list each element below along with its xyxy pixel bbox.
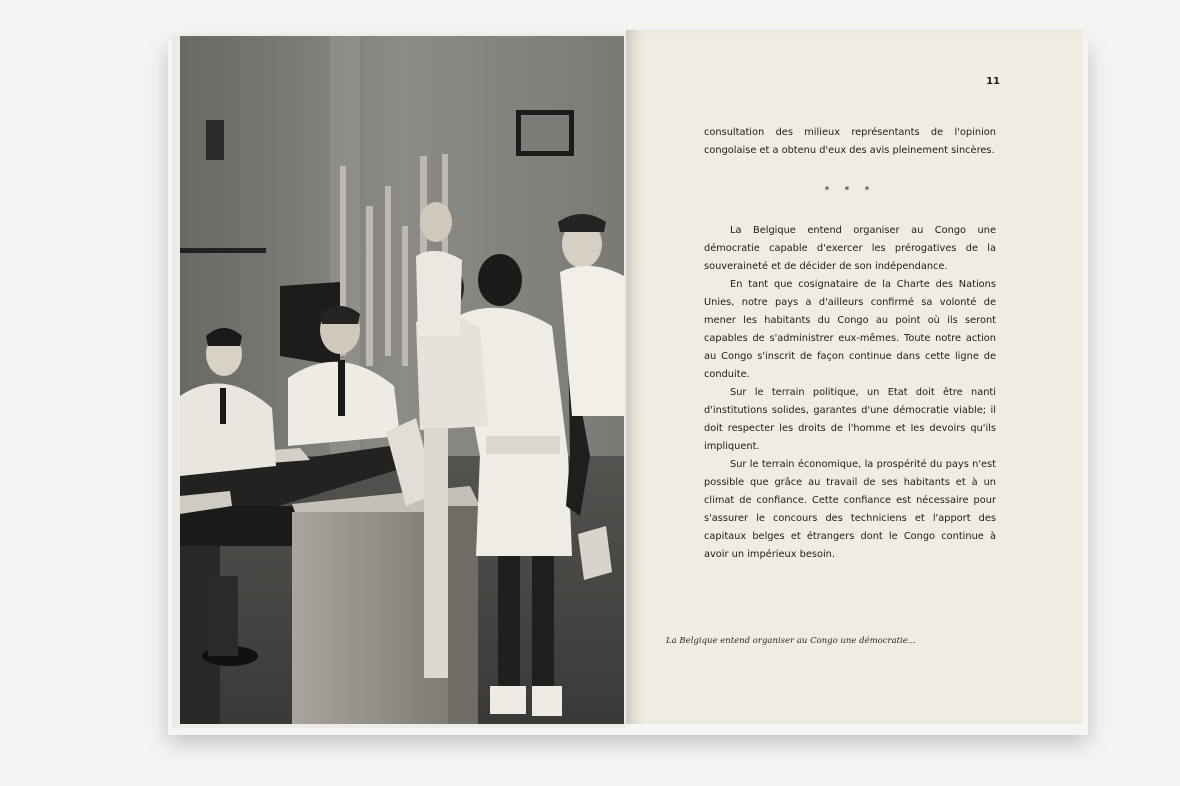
page-number: 11 (986, 76, 1000, 87)
right-page (626, 30, 1082, 724)
voting-photograph (180, 36, 624, 724)
photo-illustration (180, 36, 624, 724)
paragraph-1: consultation des milieux représentants de l'opinion congolaise et a obtenu d'eux des avis pleinement sincères. (704, 127, 996, 156)
body-text (704, 124, 996, 564)
paragraph-4: Sur le terrain politique, un Etat doit être nanti d'institutions solides, garantes d'une démocratie viable; il doit respecter les droits de l'homme et les devoirs qu'ils impliquent. (704, 387, 996, 452)
photo-caption: La Belgique entend organiser au Congo une démocratie... (666, 636, 916, 646)
section-separator: * * * (824, 185, 876, 196)
paragraph-5: Sur le terrain économique, la prospérité du pays n'est possible que grâce au travail de ses habitants et à un climat de confiance. Cette confiance est nécessaire pour s'assurer le concours des techniciens et l'apport des capitaux belges et étrangers dont le Congo continue à avoir un impérieux besoin. (704, 459, 996, 560)
paragraph-3: En tant que cosignataire de la Charte des Nations Unies, notre pays a d'ailleurs confirmé sa volonté de mener les habitants du Congo au point où ils seront capables de s'administrer eux-mêmes. Toute notre action au Congo s'inscrit de façon continue dans cette ligne de conduite. (704, 279, 996, 380)
paragraph-2: La Belgique entend organiser au Congo une démocratie capable d'exercer les prérogatives de la souveraineté et de décider de son indépendance. (704, 225, 996, 272)
